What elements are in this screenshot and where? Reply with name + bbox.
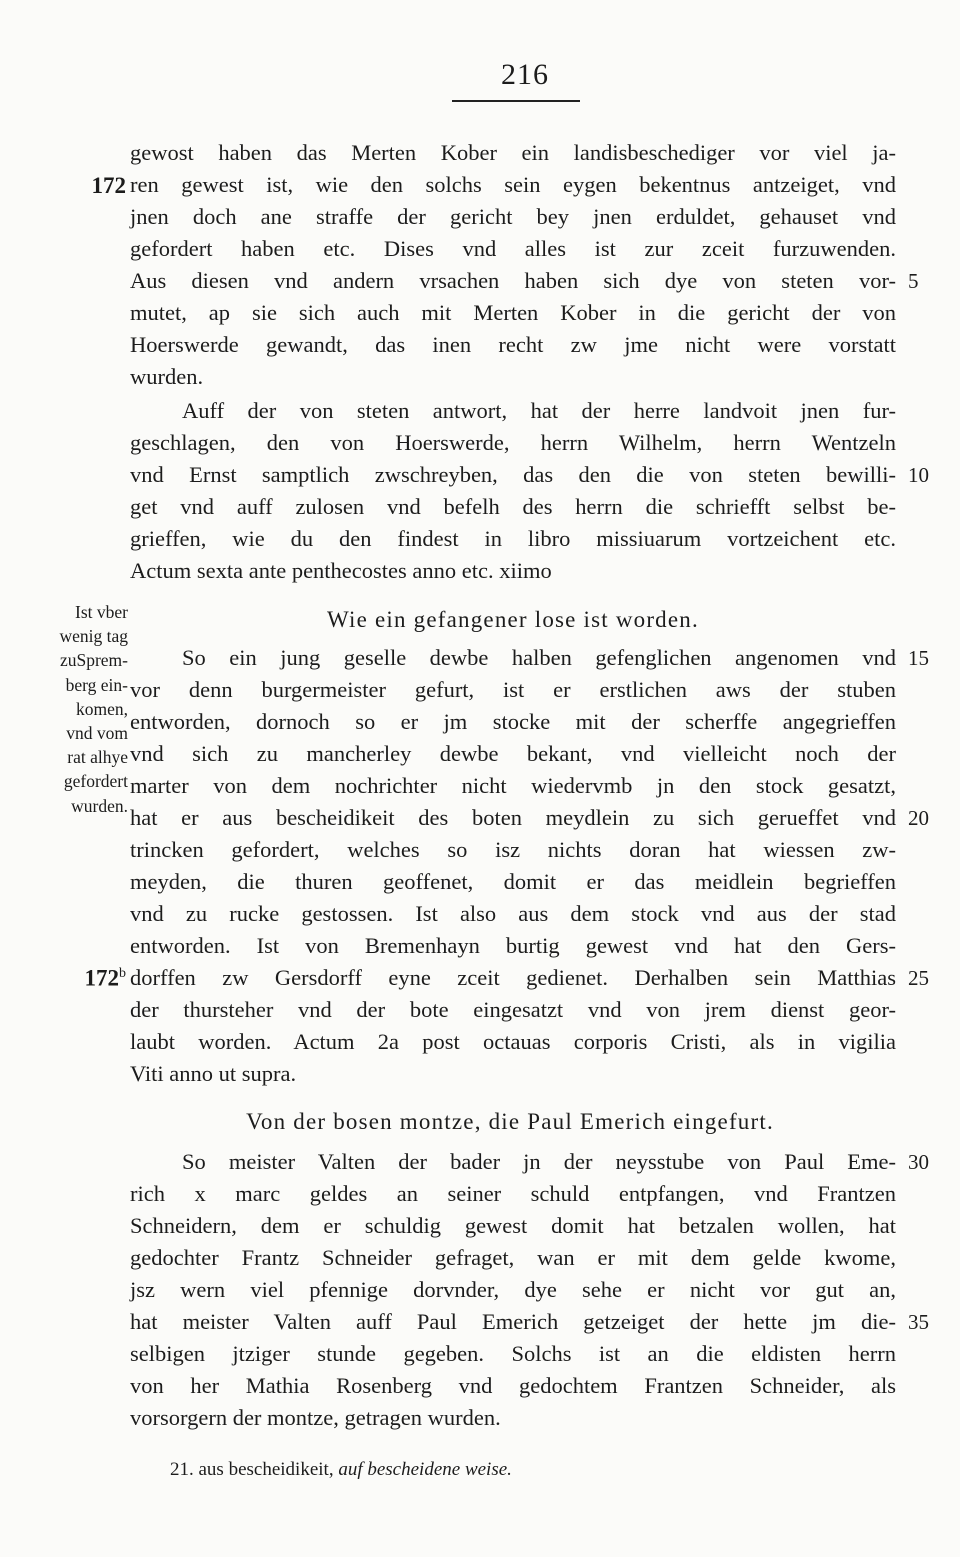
text-line: dorffen zw Gersdorff eyne zceit gedienet. Derhalben sein Matthias — [130, 965, 896, 990]
footnote — [170, 1456, 512, 1484]
text-line: jsz wern viel pfennige dorvnder, dye sehe er nicht vor gut an, — [130, 1277, 896, 1302]
text-line: vorsorgern der montze, getragen wurden. — [130, 1405, 501, 1430]
line-number: 15 — [908, 646, 929, 670]
page-number: 216 — [501, 58, 549, 91]
text-line: wurden. — [130, 364, 204, 389]
text-line: der thursteher vnd der bote eingesatzt vnd von jrem dienst geor- — [130, 997, 896, 1022]
section-heading: Von der bosen montze, die Paul Emerich eingefurt. — [246, 1109, 774, 1134]
text-line: mutet, ap sie sich auch mit Merten Kober in die gericht der von — [130, 300, 896, 325]
text-line: Hoerswerde gewandt, das inen recht zw jme nicht were vorstatt — [130, 332, 896, 357]
folio-mark: 172 — [91, 173, 126, 198]
text-line: laubt worden. Actum 2a post octauas corporis Cristi, als in vigilia — [130, 1029, 896, 1054]
text-line: meyden, die thuren geoffenet, domit er das meidlein begrieffen — [130, 869, 896, 894]
text-line: Auff der von steten antwort, hat der herre landvoit jnen fur- — [182, 398, 896, 423]
text-line: vnd sich zu mancherley dewbe bekant, vnd vielleicht noch der — [130, 741, 896, 766]
text-line: vnd Ernst samptlich zwschreyben, das den die von steten bewilli- — [130, 462, 896, 487]
text-line: get vnd auff zulosen vnd befelh des herrn die schriefft selbst be- — [130, 494, 896, 519]
folio-mark: 172$^b$ — [84, 965, 126, 991]
text-line: jnen doch ane straffe der gericht bey jnen erduldet, gehauset vnd — [130, 204, 896, 229]
text-line: gedochter Frantz Schneider gefraget, wan er mit dem gelde kwome, — [130, 1245, 896, 1270]
line-number: 5 — [908, 269, 919, 293]
text-line: marter von dem nochrichter nicht wiedervmb jn den stock gesatzt, — [130, 773, 896, 798]
text-line: gewost haben das Merten Kober ein landisbeschediger vor viel ja- — [130, 140, 896, 165]
text-line: von her Mathia Rosenberg vnd gedochtem Frantzen Schneider, als — [130, 1373, 896, 1398]
line-number: 30 — [908, 1150, 929, 1174]
text-line: So meister Valten der bader jn der neysstube von Paul Eme- — [182, 1149, 896, 1174]
footnote-gloss: auf bescheidene weise. — [338, 1459, 512, 1480]
line-number: 20 — [908, 806, 929, 830]
footnote-number: 21. — [170, 1459, 194, 1480]
text-line: So ein jung geselle dewbe halben gefenglichen angenomen vnd — [182, 645, 896, 670]
text-line: grieffen, wie du den findest in libro missiuarum vortzeichent etc. — [130, 526, 896, 551]
line-number: 35 — [908, 1310, 929, 1334]
line-number: 10 — [908, 463, 929, 487]
text-line: Aus diesen vnd andern vrsachen haben sich dye von steten vor- — [130, 268, 896, 293]
text-line: Actum sexta ante penthecostes anno etc. xiimo — [130, 558, 552, 583]
page-number-rule — [452, 100, 580, 102]
text-line: Viti anno ut supra. — [130, 1061, 297, 1086]
text-line: Schneidern, dem er schuldig gewest domit hat betzalen wollen, hat — [130, 1213, 896, 1238]
text-line: entworden. Ist von Bremenhayn burtig gewest vnd hat den Gers- — [130, 933, 896, 958]
text-line: gefordert haben etc. Dises vnd alles ist zur zceit furzuwenden. — [130, 236, 896, 261]
text-line: hat er aus bescheidikeit des boten meydlein zu sich geruеffet vnd — [130, 805, 896, 830]
text-line: hat meister Valten auff Paul Emerich getzeiget der hette jm die- — [130, 1309, 896, 1334]
text-line: ren gewest ist, wie den solchs sein eygen bekentnus antzeiget, vnd — [130, 172, 896, 197]
text-line: vnd zu rucke gestossen. Ist also aus dem stock vnd aus der stad — [130, 901, 896, 926]
margin-note: Ist vber wenig tag zuSprem- berg ein- komen, vnd vom rat alhye gefordert wurden. — [59, 602, 128, 816]
text-line: selbigen jtziger stunde gegeben. Solchs ist an die eldisten herrn — [130, 1341, 896, 1366]
text-line: geschlagen, den von Hoerswerde, herrn Wilhelm, herrn Wentzeln — [130, 430, 896, 455]
footnote-lemma: aus bescheidikeit, — [198, 1459, 334, 1480]
text-line: vor denn burgermeister gefurt, ist er erstlichen aws der stuben — [130, 677, 896, 702]
text-line: rich x marc geldes an seiner schuld entpfangen, vnd Frantzen — [130, 1181, 896, 1206]
text-line: entworden, dornoch so er jm stocke mit der scherffe angegrieffen — [130, 709, 896, 734]
line-number: 25 — [908, 966, 929, 990]
section-heading: Wie ein gefangener lose ist worden. — [327, 607, 699, 632]
text-line: trincken gefordert, welches so isz nichts doran hat wiessen zw- — [130, 837, 896, 862]
